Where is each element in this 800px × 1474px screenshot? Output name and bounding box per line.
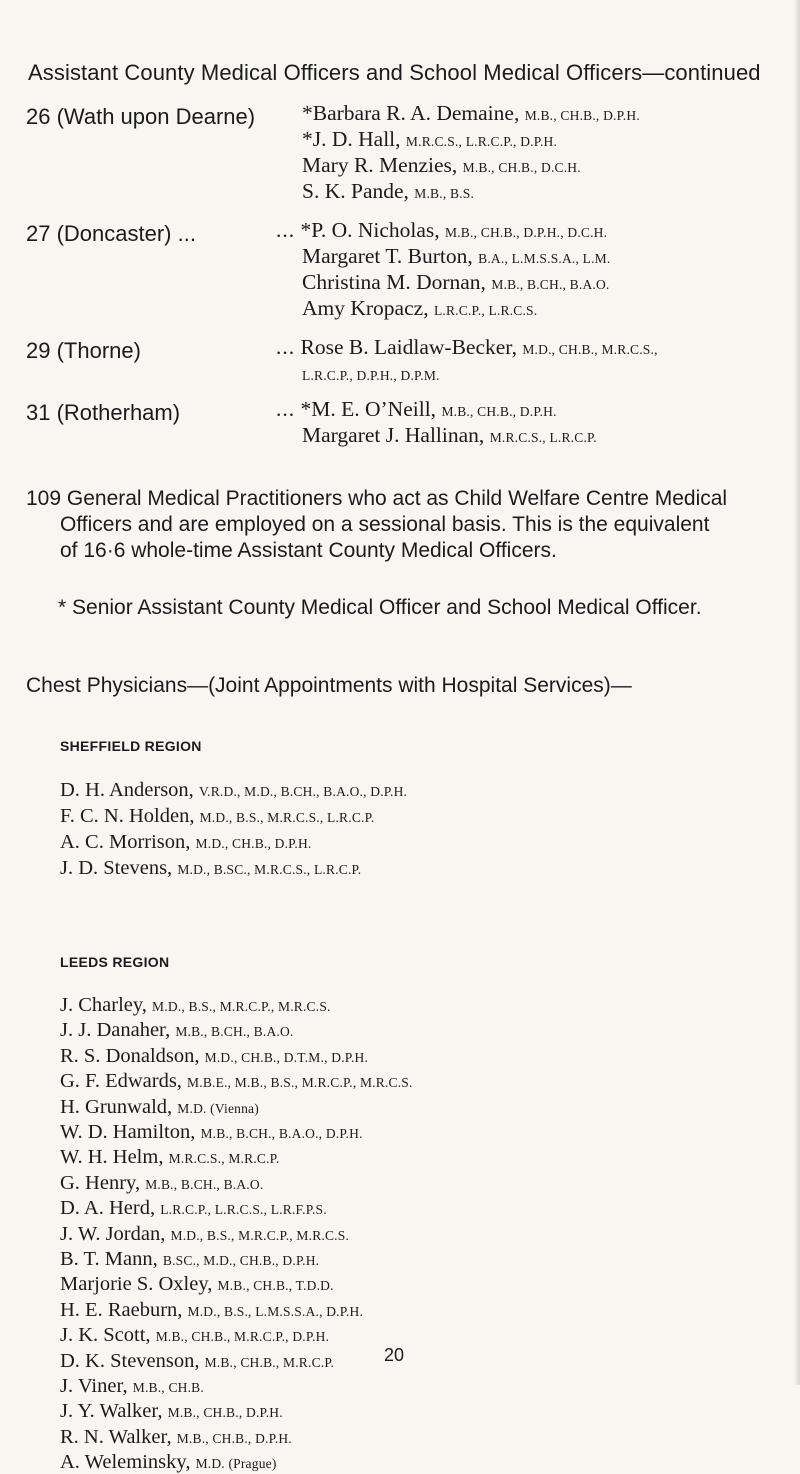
- physician-entry: W. D. Hamilton, M.B., B.CH., B.A.O., D.P.H.: [60, 1121, 363, 1143]
- section-heading: Assistant County Medical Officers and School Medical Officers—continued: [28, 60, 761, 85]
- physician-entry: J. K. Scott, M.B., CH.B., M.R.C.P., D.P.H.: [60, 1324, 330, 1346]
- physician-entry: J. D. Stevens, M.D., B.SC., M.R.C.S., L.R.C.P.: [60, 857, 362, 879]
- officer-entry: Amy Kropacz, L.R.C.P., L.R.C.S.: [302, 296, 538, 320]
- physician-entry: J. Viner, M.B., CH.B.: [60, 1375, 204, 1397]
- page-number: 20: [384, 1345, 405, 1365]
- physician-entry: D. A. Herd, L.R.C.P., L.R.C.S., L.R.F.P.S.: [60, 1197, 327, 1219]
- district-label: 31 (Rotherham): [26, 400, 181, 425]
- officer-entry-continuation: L.R.C.P., D.P.H., D.P.M.: [302, 368, 440, 383]
- region-heading-leeds: LEEDS REGION: [60, 954, 170, 970]
- officer-entry: *Barbara R. A. Demaine, M.B., CH.B., D.P.H.: [302, 101, 640, 125]
- paragraph-line: 109 General Medical Practitioners who act as Child Welfare Centre Medical: [26, 487, 728, 510]
- physician-entry: J. Y. Walker, M.B., CH.B., D.P.H.: [60, 1400, 283, 1422]
- physician-entry: A. C. Morrison, M.D., CH.B., D.P.H.: [60, 831, 312, 853]
- physician-entry: R. N. Walker, M.B., CH.B., D.P.H.: [60, 1426, 292, 1448]
- paragraph-line: of 16·6 whole-time Assistant County Medical Officers.: [60, 539, 557, 562]
- district-label: 27 (Doncaster) ...: [26, 221, 196, 246]
- physician-entry: H. Grunwald, M.D. (Vienna): [60, 1096, 259, 1118]
- officer-entry: ... *P. O. Nicholas, M.B., CH.B., D.P.H., D.C.H.: [276, 218, 608, 242]
- physician-entry: Marjorie S. Oxley, M.B., CH.B., T.D.D.: [60, 1273, 334, 1295]
- officer-entry: Margaret J. Hallinan, M.R.C.S., L.R.C.P.: [302, 423, 597, 447]
- physician-entry: G. F. Edwards, M.B.E., M.B., B.S., M.R.C.P., M.R.C.S.: [60, 1070, 413, 1092]
- physician-entry: H. E. Raeburn, M.D., B.S., L.M.S.S.A., D.P.H.: [60, 1299, 364, 1321]
- officer-entry: ... *M. E. O’Neill, M.B., CH.B., D.P.H.: [276, 397, 557, 421]
- district-label: 26 (Wath upon Dearne): [26, 104, 256, 129]
- physician-entry: A. Weleminsky, M.D. (Prague): [60, 1451, 277, 1473]
- footnote: * Senior Assistant County Medical Officer and School Medical Officer.: [58, 596, 702, 619]
- physician-entry: W. H. Helm, M.R.C.S., M.R.C.P.: [60, 1146, 280, 1168]
- district-label: 29 (Thorne): [26, 338, 141, 363]
- physician-entry: G. Henry, M.B., B.CH., B.A.O.: [60, 1172, 264, 1194]
- officer-entry: Mary R. Menzies, M.B., CH.B., D.C.H.: [302, 153, 581, 177]
- paragraph-line: Officers and are employed on a sessional basis. This is the equivalent: [60, 513, 710, 536]
- officer-entry: *J. D. Hall, M.R.C.S., L.R.C.P., D.P.H.: [302, 127, 558, 151]
- physician-entry: J. Charley, M.D., B.S., M.R.C.P., M.R.C.S.: [60, 994, 331, 1016]
- officer-entry: Christina M. Dornan, M.B., B.CH., B.A.O.: [302, 270, 610, 294]
- region-heading-sheffield: SHEFFIELD REGION: [60, 738, 202, 754]
- physician-entry: J. J. Danaher, M.B., B.CH., B.A.O.: [60, 1019, 294, 1041]
- officer-entry: Margaret T. Burton, B.A., L.M.S.S.A., L.M.: [302, 244, 611, 268]
- officer-entry: ... Rose B. Laidlaw-Becker, M.D., CH.B., M.R.C.S.,: [276, 335, 658, 359]
- physician-entry: R. S. Donaldson, M.D., CH.B., D.T.M., D.P.H.: [60, 1045, 369, 1067]
- chest-physicians-heading: Chest Physicians—(Joint Appointments with Hospital Services)—: [26, 674, 632, 697]
- physician-entry: D. H. Anderson, V.R.D., M.D., B.CH., B.A.O., D.P.H.: [60, 779, 408, 801]
- physician-entry: B. T. Mann, B.SC., M.D., CH.B., D.P.H.: [60, 1248, 320, 1270]
- officer-entry: S. K. Pande, M.B., B.S.: [302, 179, 475, 203]
- physician-entry: J. W. Jordan, M.D., B.S., M.R.C.P., M.R.C.S.: [60, 1223, 350, 1245]
- page-edge-shadow: [794, 0, 800, 1385]
- physician-entry: F. C. N. Holden, M.D., B.S., M.R.C.S., L.R.C.P.: [60, 805, 375, 827]
- physician-entry: D. K. Stevenson, M.B., CH.B., M.R.C.P.: [60, 1350, 335, 1372]
